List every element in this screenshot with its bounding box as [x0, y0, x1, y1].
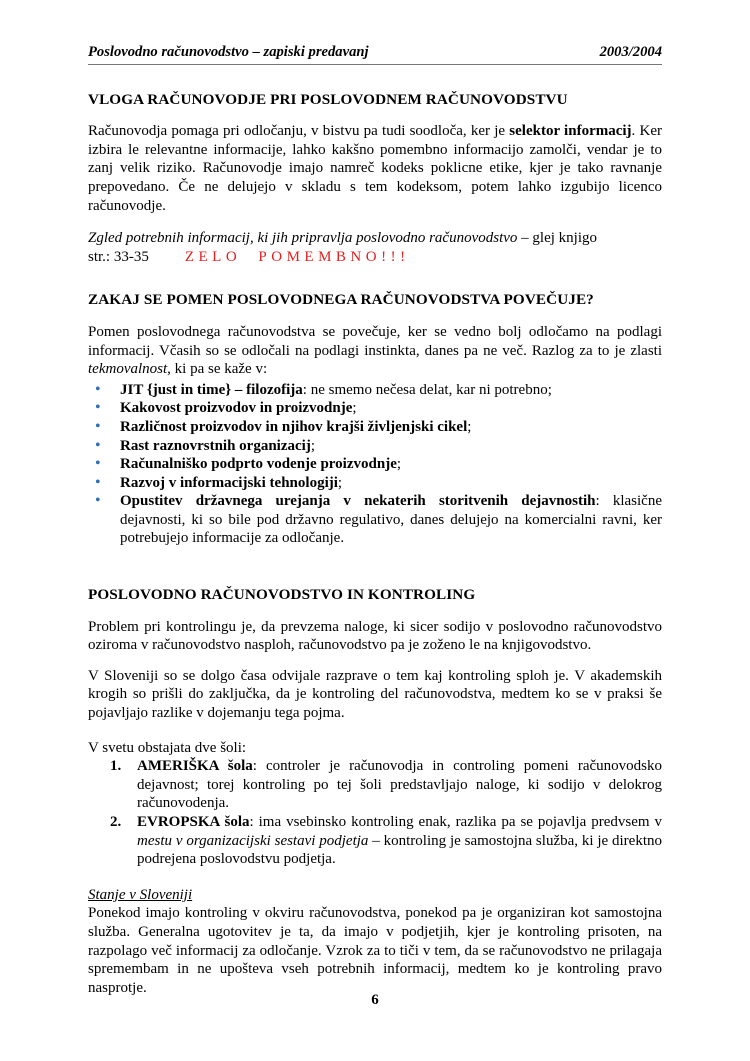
- bullet-item-text: Razvoj v informacijski tehnologiji;: [120, 474, 343, 491]
- paragraph-tekmovalnost: Pomen poslovodnega računovodstva se povečuje, ker se vedno bolj odločamo na podlagi informacij. Včasih so se odločali na podlagi instinkta, danes pa ne več. Razlog za to je zlasti tekmovalnost, ki pa se kaže v:: [88, 323, 662, 378]
- bullet-icon: [88, 455, 120, 474]
- paragraph-stanje-v-sloveniji: Ponekod imajo kontroling v okviru računovodstva, ponekod pa je organiziran kot samostojna služba. Generalna ugotovitev je ta, da imajo v podjetjih, kjer je kontroling prisoten, na razpolago več informacij za odločanje. Vzrok za to tiči v tem, da se računovodstvo ne prilagaja spremembam in ne upošteva vseh potrebnih informacij, medtem ko je kontroling pravo nasprotje.: [88, 905, 662, 996]
- numbered-item-text: EVROPSKA šola: ima vsebinsko kontroling enak, razlika pa se pojavlja predvsem v mestu v organizacijski sestavi podjetja – kontroling je samostojna služba, ki je direktno podrejena poslovodstvu podjetja.: [137, 814, 662, 868]
- bullet-item-text: Kakovost proizvodov in proizvodnje;: [120, 400, 357, 417]
- bullet-list-item: [88, 492, 662, 548]
- bullet-list-item: [88, 455, 662, 474]
- subheading-stanje-v-sloveniji: Stanje v Sloveniji: [88, 886, 193, 903]
- list-number-marker: [110, 757, 137, 776]
- note-zelo-pomembno-line: [88, 248, 662, 267]
- bullet-icon: [88, 399, 120, 418]
- bullet-list-item: [88, 399, 662, 418]
- important-note-red: ZELO POMEMBNO!!!: [184, 248, 410, 265]
- numbered-item-text: AMERIŠKA šola: controler je računovodja in controling pomeni računovodsko dejavnost; torej kontroling po tej šoli predstavljajo naloge, ki sodijo v delokrog računovodenja.: [137, 758, 663, 812]
- paragraph-problem-kontrolinga: Problem pri kontrolingu je, da prevzema naloge, ki sicer sodijo v poslovodno računovodstvo oziroma v računovodstvo nasploh, računovodstvo pa je zoženo le na knjigovodstvo.: [88, 618, 662, 654]
- page-number: 6: [371, 992, 379, 1008]
- bullet-icon: [88, 492, 120, 511]
- bullet-item-text: Opustitev državnega urejanja v nekaterih storitvenih dejavnostih: klasične dejavnosti, ki so bile pod državno regulativo, danes delujejo na komercialni ravni, ker potrebujejo informacije za odločanje.: [120, 493, 662, 547]
- paragraph-slovenija-razprave: V Sloveniji so se dolgo časa odvijale razprave o tem kaj kontroling sploh je. V akademskih krogih so prišli do zaključka, da je kontroling del računovodstva, medtem ko se v praksi še pojavljajo razlike v dojemanju tega pojma.: [88, 667, 662, 722]
- bullet-item-text: Različnost proizvodov in njihov krajši življenjski cikel;: [120, 418, 472, 435]
- section-title-vloga-racunovodje: VLOGA RAČUNOVODJE PRI POSLOVODNEM RAČUNOVODSTVU: [88, 90, 568, 108]
- bullet-list-item: [88, 418, 662, 437]
- bullet-list-item: [88, 381, 662, 400]
- section-title-zakaj-pomen: ZAKAJ SE POMEN POSLOVODNEGA RAČUNOVODSTVA POVEČUJE?: [88, 291, 594, 309]
- bullet-icon: [88, 418, 120, 437]
- running-header-title: Poslovodno računovodstvo – zapiski predavanj: [88, 44, 369, 60]
- header-divider: [88, 64, 662, 65]
- note-zgled-informacij: Zgled potrebnih informacij, ki jih pripravlja poslovodno računovodstvo – glej knjigo: [88, 230, 597, 247]
- list-number-marker: [110, 813, 137, 832]
- bullet-icon: [88, 474, 120, 493]
- numbered-list-item: [88, 813, 662, 869]
- numbered-list-item: [88, 757, 662, 813]
- page-reference: str.: 33-35: [88, 248, 149, 265]
- bullet-list-item: [88, 437, 662, 456]
- bullet-icon: [88, 437, 120, 456]
- section-title-kontroling: POSLOVODNO RAČUNOVODSTVO IN KONTROLING: [88, 586, 476, 604]
- bullet-item-text: Računalniško podprto vodenje proizvodnje;: [120, 456, 402, 473]
- bullet-icon: [88, 381, 120, 400]
- bullet-item-text: Rast raznovrstnih organizacij;: [120, 437, 315, 454]
- bullet-list-item: [88, 474, 662, 493]
- paragraph-dve-soli: V svetu obstajata dve šoli:: [88, 739, 247, 756]
- bullet-list-tekmovalnost: [88, 381, 662, 548]
- running-header-year: 2003/2004: [599, 44, 662, 60]
- bullet-item-text: JIT {just in time} – filozofija: ne smemo nečesa delat, kar ni potrebno;: [120, 381, 552, 398]
- running-header: [88, 0, 662, 62]
- paragraph-selektor-informacij: Računovodja pomaga pri odločanju, v bistvu pa tudi soodloča, ker je selektor informacij. Ker izbira le relevantne informacije, lahko kakšno pomembno informacijo zamolči, vendar je to zanj velik riziko. Računovodje imajo namreč kodeks poklicne etike, kjer je tako ravnanje prepovedano. Če ne delujejo v skladu s tem kodeksom, potem lahko izgubijo licenco računovodje.: [88, 123, 662, 214]
- numbered-list-soli: [88, 757, 662, 869]
